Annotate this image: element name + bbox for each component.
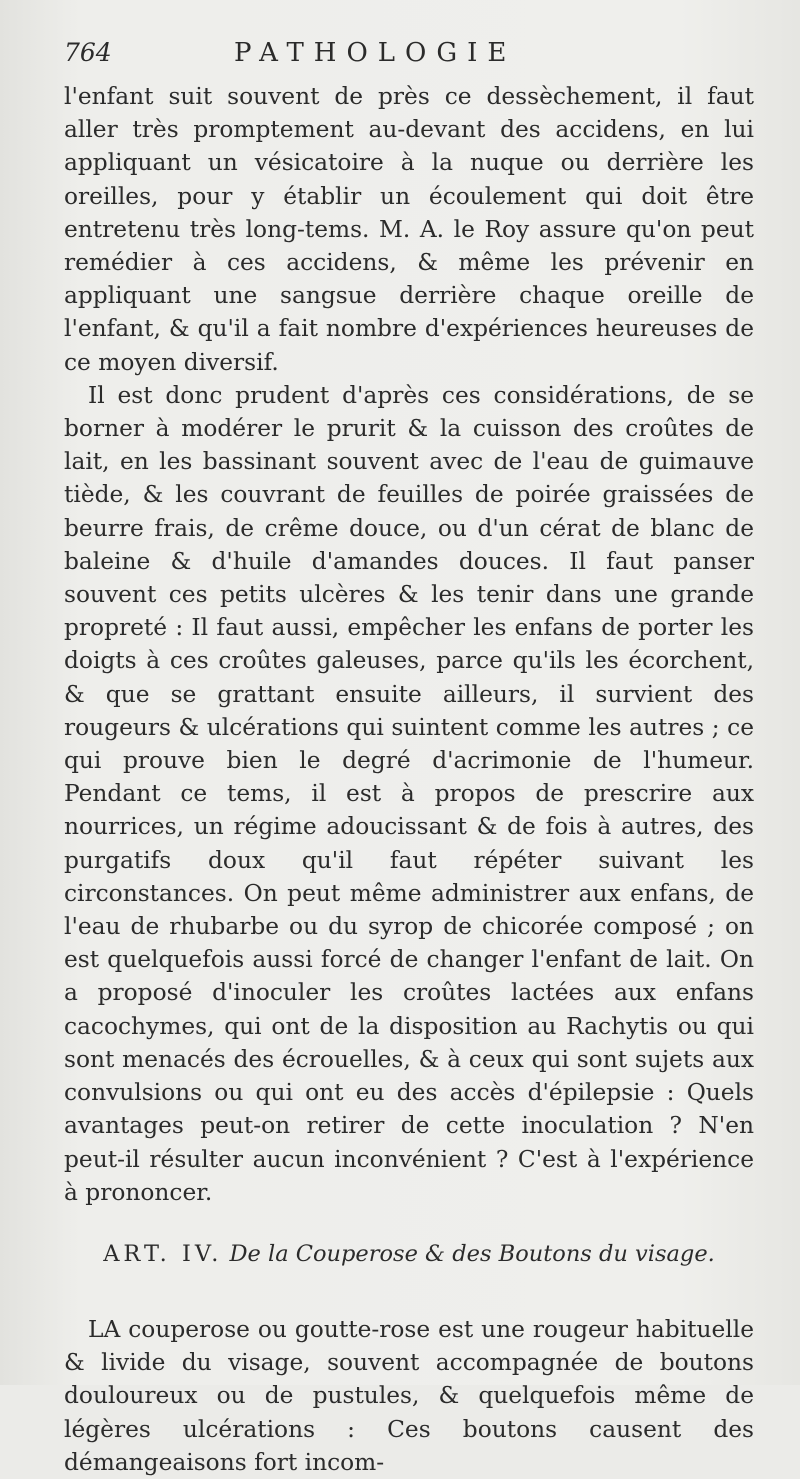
body-text — [64, 80, 754, 1209]
section-body — [64, 1313, 754, 1479]
section-number: ART. IV. — [103, 1240, 223, 1267]
page-number: 764 — [64, 38, 112, 67]
paragraph-couperose: LA couperose ou goutte-rose est une rougeur habituelle & livide du visage, souvent accompagnée de boutons douloureux ou de pustules, & quelquefois même de légères ulcérations : Ces boutons causent des démangeaisons fort incom- — [64, 1315, 754, 1476]
running-head — [64, 38, 754, 78]
section-title: De la Couperose & des Boutons du visage. — [229, 1240, 715, 1267]
paragraph-continuation: l'enfant suit souvent de près ce dessèchement, il faut aller très promptement au-devant des accidens, en lui appliquant un vésicatoire à la nuque ou derrière les oreilles, pour y établir un écoulement qui doit être entretenu très long-tems. M. A. le Roy assure qu'on peut remédier à ces accidens, & même les prévenir en appliquant une sangsue derrière chaque oreille de l'enfant, & qu'il a fait nombre d'expériences heureuses de ce moyen diversif. — [64, 83, 754, 376]
paragraph-treatment: Il est donc prudent d'après ces considérations, de se borner à modérer le prurit & la cuisson des croûtes de lait, en les bassinant souvent avec de l'eau de guimauve tiède, & les couvrant de feuilles de poirée graissées de beurre frais, de crême douce, ou d'un cérat de blanc de baleine & d'huile d'amandes douces. Il faut panser souvent ces petits ulcères & les tenir dans une grande propreté : Il faut aussi, empêcher les enfans de porter les doigts à ces croûtes galeuses, parce qu'ils les écorchent, & que se grattant ensuite ailleurs, il survient des rougeurs & ulcérations qui suintent comme les autres ; ce qui prouve bien le degré d'acrimonie de l'humeur. Pendant ce tems, il est à propos de prescrire aux nourrices, un régime adoucissant & de fois à autres, des purgatifs doux qu'il faut répéter suivant les circonstances. On peut même administrer aux enfans, de l'eau de rhubarbe ou du syrop de chicorée composé ; on est quelquefois aussi forcé de changer l'enfant de lait. On a proposé d'inoculer les croûtes lactées aux enfans cacochymes, qui ont de la disposition au Rachytis ou qui sont menacés des écrouelles, & à ceux qui sont sujets aux convulsions ou qui ont eu des accès d'épilepsie : Quels avantages peut-on retirer de cette inoculation ? N'en peut-il résulter aucun inconvénient ? C'est à l'expérience à prononcer. — [64, 381, 754, 1206]
running-title: PATHOLOGIE — [234, 38, 517, 68]
section-heading — [64, 1239, 754, 1269]
